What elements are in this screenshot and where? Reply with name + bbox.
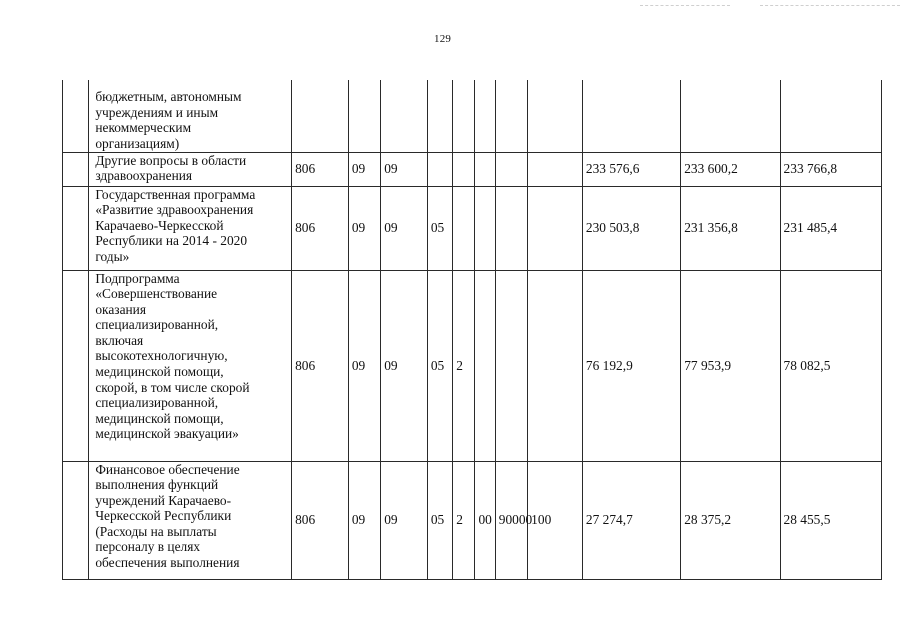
subsection-code-cell: 09 — [381, 152, 428, 186]
event-group-cell — [475, 152, 495, 186]
direction-code-cell — [495, 270, 527, 461]
row-number-cell — [63, 461, 89, 579]
program-code-cell: 05 — [427, 270, 452, 461]
event-group-cell: 00 — [475, 461, 495, 579]
event-group-cell — [475, 80, 495, 152]
section-code-cell: 09 — [348, 186, 380, 270]
section-code-cell — [348, 80, 380, 152]
section-code-cell: 09 — [348, 461, 380, 579]
row-number-cell — [63, 152, 89, 186]
expense-type-cell: 100 — [528, 461, 583, 579]
subsection-code-cell: 09 — [381, 461, 428, 579]
section-code-cell: 09 — [348, 270, 380, 461]
amount-year-1-cell: 76 192,9 — [582, 270, 680, 461]
program-code-cell — [427, 80, 452, 152]
amount-year-3-cell — [780, 80, 881, 152]
scan-artifact-line — [760, 5, 900, 6]
subprogram-code-cell — [453, 186, 475, 270]
section-code-cell: 09 — [348, 152, 380, 186]
row-number-cell — [63, 270, 89, 461]
subsection-code-cell: 09 — [381, 186, 428, 270]
subprogram-code-cell — [453, 80, 475, 152]
expense-type-cell — [528, 186, 583, 270]
page-number: 129 — [434, 33, 452, 45]
amount-year-1-cell — [582, 80, 680, 152]
amount-year-3-cell: 231 485,4 — [780, 186, 881, 270]
amount-year-1-cell: 233 576,6 — [582, 152, 680, 186]
amount-year-1-cell: 230 503,8 — [582, 186, 680, 270]
row-number-cell — [63, 186, 89, 270]
item-name-cell: Финансовое обеспечение выполнения функций учреждений Карачаево- Черкесской Республики (Расходы на выплаты персоналу в целях обеспечения выполнения — [89, 461, 292, 579]
subsection-code-cell: 09 — [381, 270, 428, 461]
expense-type-cell — [528, 270, 583, 461]
department-code-cell: 806 — [292, 186, 349, 270]
amount-year-3-cell: 78 082,5 — [780, 270, 881, 461]
event-group-cell — [475, 186, 495, 270]
table-row — [63, 270, 882, 461]
subsection-code-cell — [381, 80, 428, 152]
amount-year-2-cell — [681, 80, 780, 152]
amount-year-3-cell: 233 766,8 — [780, 152, 881, 186]
table-row — [63, 152, 882, 186]
subprogram-code-cell: 2 — [453, 270, 475, 461]
department-code-cell: 806 — [292, 152, 349, 186]
program-code-cell — [427, 152, 452, 186]
amount-year-3-cell: 28 455,5 — [780, 461, 881, 579]
subprogram-code-cell — [453, 152, 475, 186]
expense-type-cell — [528, 152, 583, 186]
expense-type-cell — [528, 80, 583, 152]
item-name-cell: Государственная программа «Развитие здравоохранения Карачаево-Черкесской Республики на 2014 - 2020 годы» — [89, 186, 292, 270]
budget-table — [62, 80, 882, 580]
amount-year-2-cell: 77 953,9 — [681, 270, 780, 461]
table-row — [63, 80, 882, 152]
department-code-cell — [292, 80, 349, 152]
subprogram-code-cell: 2 — [453, 461, 475, 579]
table-row — [63, 186, 882, 270]
event-group-cell — [475, 270, 495, 461]
table-row — [63, 461, 882, 579]
direction-code-cell: 90000 — [495, 461, 527, 579]
amount-year-2-cell: 28 375,2 — [681, 461, 780, 579]
item-name-cell: Подпрограмма «Совершенствование оказания специализированной, включая высокотехнологичную, медицинской помощи, скорой, в том числе скорой специализированной, медицинской помощи, медицинской эвакуации» — [89, 270, 292, 461]
amount-year-2-cell: 231 356,8 — [681, 186, 780, 270]
item-name-cell: бюджетным, автономным учреждениям и иным некоммерческим организациям) — [89, 80, 292, 152]
item-name-cell: Другие вопросы в области здравоохранения — [89, 152, 292, 186]
program-code-cell: 05 — [427, 186, 452, 270]
row-number-cell — [63, 80, 89, 152]
department-code-cell: 806 — [292, 270, 349, 461]
amount-year-2-cell: 233 600,2 — [681, 152, 780, 186]
direction-code-cell — [495, 80, 527, 152]
direction-code-cell — [495, 186, 527, 270]
department-code-cell: 806 — [292, 461, 349, 579]
program-code-cell: 05 — [427, 461, 452, 579]
direction-code-cell — [495, 152, 527, 186]
amount-year-1-cell: 27 274,7 — [582, 461, 680, 579]
scan-artifact-line — [640, 5, 730, 6]
